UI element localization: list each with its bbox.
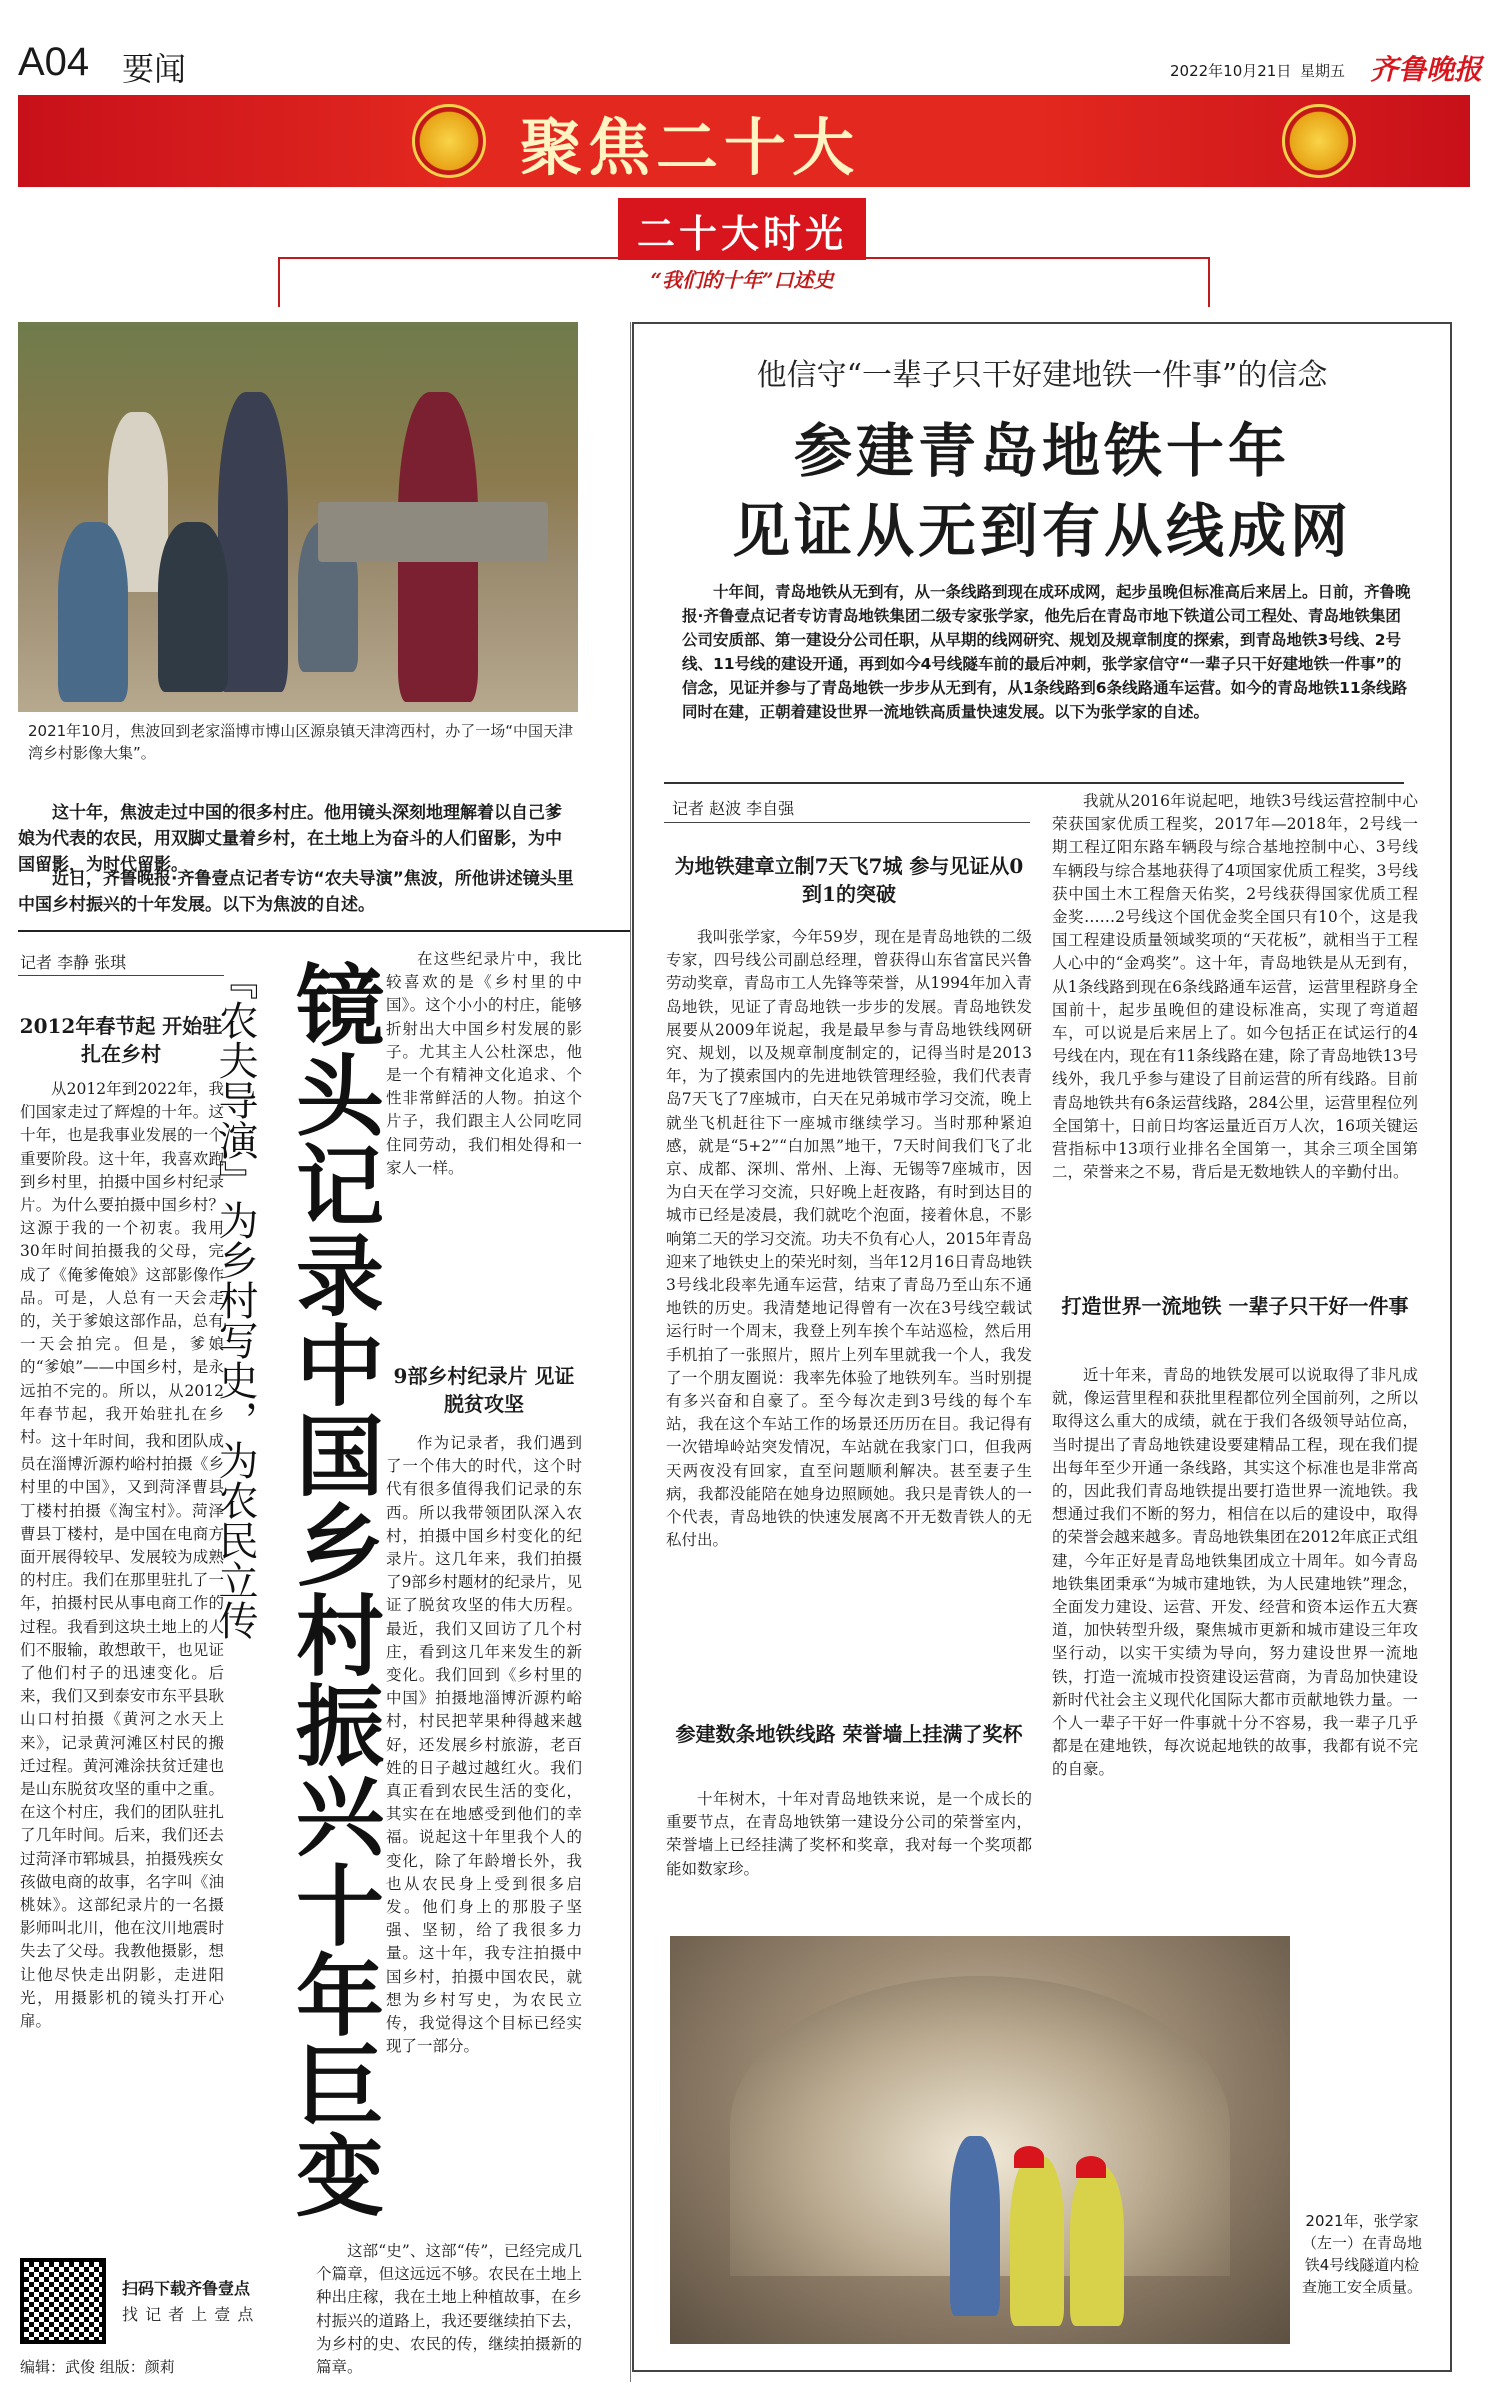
main-headline: 镜头记录中国乡村振兴十年巨变: [282, 960, 386, 2220]
article-paragraph: 作为记录者，我们遇到了一个伟大的时代，这个时代有很多值得我们记录的东西。所以我带领团队深入农村，拍摄中国乡村变化的纪录片。这几年来，我们拍摄了9部乡村题材的纪录片，见证了脱贫攻坚的伟大历程。最近，我们又回访了几个村庄，看到这几年来发生的新变化。我们回到《乡村里的中国》拍摄地淄博沂源杓峪村，村民把苹果种得越来越好，还发展乡村旅游，老百姓的日子越过越红火。我们真正看到农民生活的变化，其实在在地感受到他们的幸福。说起这十年里我个人的变化，除了年龄增长外，我也从农民身上受到很多启发。他们身上的那股子坚强、坚韧，给了我很多力量。这十年，我专注拍摄中国乡村，拍摄中国农民，就想为乡村写史，为农民立传，我觉得这个目标已经实现了一部分。: [386, 1434, 582, 2056]
section-name: 要闻: [122, 50, 187, 88]
newspaper-logo: 齐鲁晚报: [1370, 53, 1483, 86]
column-title: 二十大时光: [636, 211, 847, 256]
qr-caption: 找 记 者 上 壹 点: [122, 2305, 255, 2324]
party-emblem-icon: [412, 104, 486, 178]
section-subheading: 2012年春节起 开始驻扎在乡村: [19, 1014, 223, 1066]
section-subheading: 参建数条地铁线路 荣誉墙上挂满了奖杯: [675, 1722, 1023, 1746]
article-paragraph: 我就从2016年说起吧，地铁3号线运营控制中心荣获国家优质工程奖，2017年—2018年，2号线一期工程辽阳东路车辆段与综合基地控制中心、3号线车辆段与综合基地获得了4项国家优质工程奖，3号线获中国土木工程詹天佑奖，2号线获得国家优质工程金奖……2号线这个国优金奖全国只有10个，这是我国工程建设质量领域奖项的“天花板”，就相当于工程人心中的“金鸡奖”。这十年，青岛地铁是从无到有，从1条线路到现在6条线路通车运营，运营里程跻身全国前十，起步虽晚但的建设标准高，实现了弯道超车，可以说是后来居上了。如今包括正在试运行的4号线在内，现在有11条线路在建，除了青岛地铁13号线外，我几乎参与建设了目前运营的所有线路。目前青岛地铁共有6条运营线路，284公里，运营里程位列全国第十，日前日均客运量近百万人次，16项关键运营指标中13项行业排名全国第一，其余三项全国第二，荣誉来之不易，背后是无数地铁人的辛勤付出。: [1052, 792, 1418, 1182]
column-divider: [630, 322, 631, 2382]
article-paragraph: 这部“史”、这部“传”，已经完成几个篇章，但这远远不够。农民在土地上种出庄稼，我在土地上种植故事，在乡村振兴的道路上，我还要继续拍下去，为乡村的史、农民的传，继续拍摄新的篇章。: [316, 2242, 582, 2377]
page-number: A04: [18, 40, 90, 84]
qr-code-icon[interactable]: [20, 2258, 106, 2344]
section-subheading: 9部乡村纪录片 见证脱贫攻坚: [393, 1364, 575, 1416]
qr-caption: 扫码下载齐鲁壹点: [122, 2279, 251, 2298]
subway-tunnel-photo: [670, 1936, 1290, 2344]
divider: [18, 930, 630, 932]
village-event-photo: [18, 322, 578, 712]
issue-weekday: 星期五: [1300, 62, 1346, 80]
section-subheading: 为地铁建章立制7天飞7城 参与见证从0到1的突破: [674, 854, 1024, 906]
intro-paragraph: 近日，齐鲁晚报·齐鲁壹点记者专访“农夫导演”焦波，所他讲述镜头里中国乡村振兴的十年发展。以下为焦波的自述。: [18, 869, 574, 915]
byline: 记者 赵波 李自强: [672, 799, 795, 818]
sub-headline: 『农夫导演』为乡村写史，为农民立传: [212, 960, 258, 1640]
issue-date: 2022年10月21日: [1170, 62, 1292, 80]
photo-caption: 2021年，张学家（左一）在青岛地铁4号线隧道内检查施工安全质量。: [1301, 2212, 1422, 2296]
article-paragraph: 近十年来，青岛的地铁发展可以说取得了非凡成就，像运营里程和获批里程都位列全国前列，之所以取得这么重大的成绩，就在于我们各级领导站位高，当时提出了青岛地铁建设要建精品工程，现在我们提出每年至少开通一条线路，其实这个标准也是非常高的，因此我们青岛地铁提出要打造世界一流地铁。我想通过我们不断的努力，相信在以后的建设中，取得的荣誉会越来越多。青岛地铁集团在2012年底正式组建，今年正好是青岛地铁集团成立十周年。如今青岛地铁集团秉承“为城市建地铁，为人民建地铁”理念，全面发力建设、运营、开发、经营和资本运作五大赛道，加快转型升级，聚焦城市更新和城市建设三年攻坚行动，以实干实绩为导向，努力建设世界一流地铁，打造一流城市投资建设运营商，为青岛加快建设新时代社会主义现代化国际大都市贡献地铁力量。一个人一辈子干好一件事就十分不容易，我一辈子几乎都是在建地铁，每次说起地铁的故事，我都有说不完的自豪。: [1052, 1366, 1418, 1779]
article-paragraph: 我叫张学家，今年59岁，现在是青岛地铁的二级专家，四号线公司副总经理，曾获得山东省富民兴鲁劳动奖章，青岛市工人先锋等荣誉，从1994年加入青岛地铁，见证了青岛地铁一步步的发展。青岛地铁发展要从2009年说起，我是最早参与青岛地铁线网研究、规划，以及规章制度制定的，记得当时是2013年，为了摸索国内的先进地铁管理经验，我们代表青岛7天飞了7座城市，白天在兄弟城市学习交流，晚上就坐飞机赶往下一座城市继续学习。当时那种紧迫感，就是“5+2”“白加黑”地干，7天时间我们飞了北京、成都、深圳、常州、上海、无锡等7座城市，因为白天在学习交流，只好晚上赶夜路，有时到达目的城市已经是凌晨，我们就吃个泡面，接着休息，不影响第二天的学习交流。功夫不负有心人，2015年青岛迎来了地铁史上的荣光时刻，当年12月16日青岛地铁3号线北段率先通车运营，结束了青岛乃至山东不通地铁的历史。我清楚地记得曾有一次在3号线空载试运行时一个周末，我登上列车挨个车站巡检，然后用手机拍了一张照片，照片上列车里就我一个人，我发了一个朋友圈说：我率先体验了地铁列车。当时别提有多兴奋和自豪了。至今每次走到3号线的每个车站，我在这个车站工作的场景还历历在目。我记得有一次错埠岭站突发情况，车站就在我家门口，但我两天两夜没有回家，直至问题顺利解决。甚至妻子生病，我都没能陪在她身边照顾她。我只是青铁人的一个代表，青岛地铁的快速发展离不开无数青铁人的无私付出。: [666, 928, 1032, 1550]
article-title: 参建青岛地铁十年: [793, 417, 1290, 485]
editor-credits: 编辑：武俊 组版：颜莉: [20, 2358, 175, 2376]
national-emblem-icon: [1282, 104, 1356, 178]
article-kicker: 他信守“一辈子只干好建地铁一件事”的信念: [756, 358, 1328, 393]
byline: 记者 李静 张琪: [20, 953, 127, 972]
section-subheading: 打造世界一流地铁 一辈子只干好一件事: [1061, 1294, 1409, 1318]
article-title: 见证从无到有从线成网: [731, 497, 1352, 565]
column-subtitle: “我们的十年”口述史: [650, 268, 834, 292]
article-paragraph: 从2012年到2022年，我们国家走过了辉煌的十年。这十年，也是我事业发展的一个重要阶段。这十年，我喜欢跑到乡村里，拍摄中国乡村纪录片。为什么要拍摄中国乡村？这源于我的一个初衷。我用30年时间拍摄我的父母，完成了《俺爹俺娘》这部影像作品。可是，人总有一天会走的，关于爹娘这部作品，总有一天会拍完。但是，爹娘的“爹娘”——中国乡村，是永远拍不完的。所以，从2012年春节起，我开始驻扎在乡村。: [20, 1080, 224, 1447]
article-paragraph: 十年树木，十年对青岛地铁来说，是一个成长的重要节点，在青岛地铁第一建设分公司的荣誉室内，荣誉墙上已经挂满了奖杯和奖章，我对每一个奖项都能如数家珍。: [666, 1790, 1032, 1878]
intro-paragraph: 这十年，焦波走过中国的很多村庄。他用镜头深刻地理解着以自己爹娘为代表的农民，用双脚丈量着乡村，在土地上为奋斗的人们留影，为中国留影，为时代留影。: [18, 803, 562, 875]
article-paragraph: 在这些纪录片中，我比较喜欢的是《乡村里的中国》。这个小小的村庄，能够折射出大中国乡村发展的影子。尤其主人公杜深忠，他是一个有精神文化追求、个性非常鲜活的人物。拍这个片子，我们跟主人公同吃同住同劳动，我们相处得和一家人一样。: [386, 950, 582, 1177]
divider: [664, 822, 1030, 823]
divider: [664, 782, 1404, 784]
article-paragraph: 这十年时间，我和团队成员在淄博沂源杓峪村拍摄《乡村里的中国》，又到菏泽曹县丁楼村拍摄《淘宝村》。菏泽曹县丁楼村，是中国在电商方面开展得较早、发展较为成熟的村庄。我们在那里驻扎了一年，拍摄村民从事电商工作的过程。我看到这块土地上的人们不服输，敢想敢干，也见证了他们村子的迅速变化。后来，我们又到泰安市东平县耿山口村拍摄《黄河之水天上来》，记录黄河滩区村民的搬迁过程。黄河滩涂扶贫迁建也是山东脱贫攻坚的重中之重。在这个村庄，我们的团队驻扎了几年时间。后来，我们还去过菏泽市郓城县，拍摄残疾女孩做电商的故事，名字叫《油桃妹》。这部纪录片的一名摄影师叫北川，他在汶川地震时失去了父母。我教他摄影，想让他尽快走出阴影，走进阳光，用摄影机的镜头打开心扉。: [20, 1432, 224, 2031]
photo-caption: 2021年10月，焦波回到老家淄博市博山区源泉镇天津湾西村，办了一场“中国天津湾乡村影像大集”。: [28, 722, 574, 762]
divider: [18, 975, 224, 976]
intro-paragraph: 十年间，青岛地铁从无到有，从一条线路到现在成环成网，起步虽晚但标准高后来居上。日前，齐鲁晚报·齐鲁壹点记者专访青岛地铁集团二级专家张学家，他先后在青岛市地下铁道公司工程处、青岛地铁集团公司安质部、第一建设分公司任职，从早期的线网研究、规划及规章制度的探索，到青岛地铁3号线、2号线、11号线的建设开通，再到如今4号线隧车前的最后冲刺，张学家信守“一辈子只干好建地铁一件事”的信念，见证并参与了青岛地铁一步步从无到有，从1条线路到6条线路通车运营。如今的青岛地铁11条线路同时在建，正朝着建设世界一流地铁高质量快速发展。以下为张学家的自述。: [682, 583, 1411, 721]
banner-title: 聚焦二十大: [520, 111, 861, 184]
